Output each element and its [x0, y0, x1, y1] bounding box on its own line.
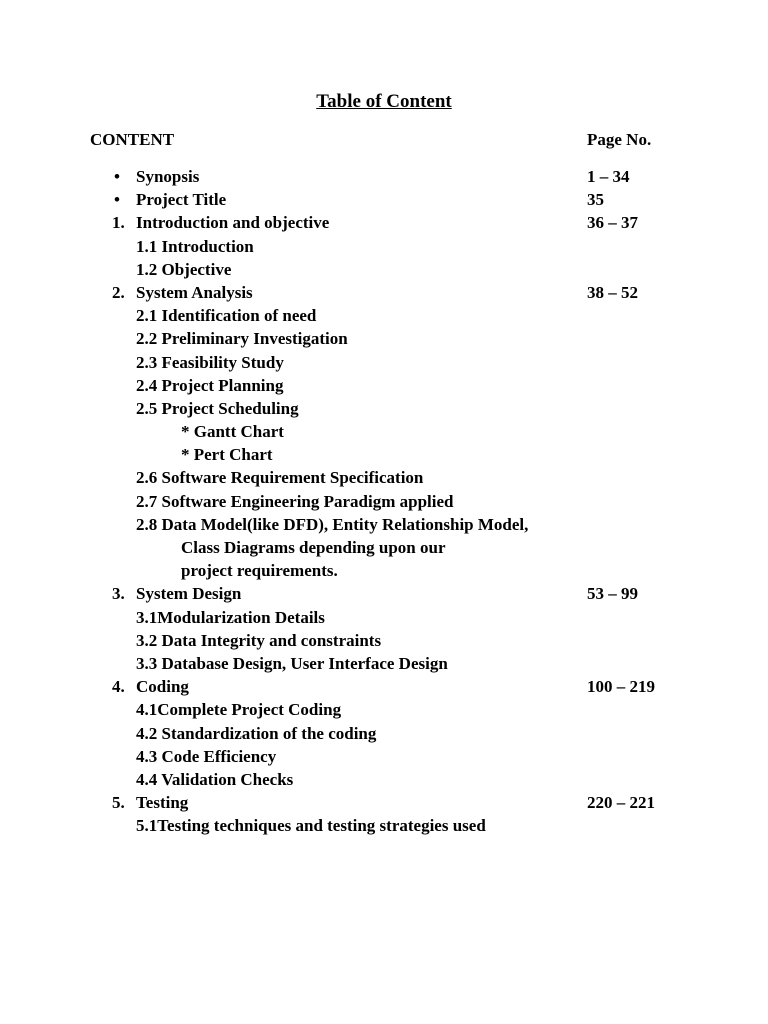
toc-entry	[0, 768, 768, 791]
toc-entry	[0, 281, 768, 304]
page-number-column-header: Page No.	[587, 130, 652, 149]
toc-entry	[0, 490, 768, 513]
toc-entry-title: Coding	[136, 677, 189, 697]
toc-entry-title: 1.1 Introduction	[136, 236, 254, 256]
toc-entry	[0, 165, 768, 188]
section-number: 3.	[112, 584, 125, 604]
toc-entry-pages: 53 – 99	[587, 584, 638, 604]
toc-entry-title: System Design	[136, 584, 242, 604]
table-of-contents	[0, 165, 768, 837]
toc-entry	[0, 814, 768, 837]
section-number: 1.	[112, 213, 125, 233]
toc-entry-title: 4.4 Validation Checks	[136, 769, 294, 789]
toc-entry	[0, 606, 768, 629]
toc-entry-title: 2.4 Project Planning	[136, 375, 284, 395]
toc-entry	[0, 374, 768, 397]
toc-entry	[0, 420, 768, 443]
toc-entry	[0, 466, 768, 489]
toc-entry	[0, 327, 768, 350]
toc-entry	[0, 698, 768, 721]
toc-entry-title: Introduction and objective	[136, 213, 330, 233]
toc-entry-title: 5.1Testing techniques and testing strategies used	[136, 816, 486, 836]
toc-entry	[0, 536, 768, 559]
toc-entry-title: 2.1 Identification of need	[136, 306, 317, 326]
toc-entry	[0, 675, 768, 698]
toc-entry	[0, 443, 768, 466]
toc-entry-pages: 1 – 34	[587, 167, 630, 186]
toc-entry	[0, 188, 768, 211]
section-number: 2.	[112, 282, 125, 302]
section-number: 4.	[112, 677, 125, 697]
section-number: 5.	[112, 793, 125, 813]
toc-entry-title: 4.3 Code Efficiency	[136, 746, 277, 766]
toc-entry-title: System Analysis	[136, 282, 253, 302]
toc-entry	[0, 791, 768, 814]
toc-entry-title: 4.2 Standardization of the coding	[136, 723, 377, 743]
toc-entry-title: 2.3 Feasibility Study	[136, 352, 284, 372]
toc-entry-title: 2.5 Project Scheduling	[136, 398, 299, 418]
toc-entry-title: 2.8 Data Model(like DFD), Entity Relationship Model,	[136, 514, 529, 534]
toc-entry-pages: 220 – 221	[587, 793, 655, 813]
toc-entry	[0, 235, 768, 258]
toc-entry	[0, 513, 768, 536]
toc-entry-title: Class Diagrams depending upon our	[181, 538, 446, 557]
toc-entry-title: 3.2 Data Integrity and constraints	[136, 630, 382, 650]
toc-entry	[0, 722, 768, 745]
toc-entry	[0, 351, 768, 374]
toc-entry-title: Synopsis	[136, 167, 200, 186]
toc-entry	[0, 211, 768, 234]
toc-entry-pages: 36 – 37	[587, 213, 638, 233]
content-column-header: CONTENT	[90, 130, 175, 149]
toc-entry-pages: 100 – 219	[587, 677, 655, 697]
toc-entry	[0, 582, 768, 605]
toc-entry-title: * Gantt Chart	[181, 422, 284, 442]
toc-entry	[0, 652, 768, 675]
page-title: Table of Content	[316, 91, 452, 112]
toc-entry-title: 2.7 Software Engineering Paradigm applied	[136, 491, 454, 511]
toc-entry-pages: 35	[587, 190, 604, 210]
toc-entry-pages: 38 – 52	[587, 282, 638, 302]
toc-entry-title: Testing	[136, 793, 189, 813]
toc-entry-title: 3.3 Database Design, User Interface Design	[136, 653, 448, 673]
bullet-marker: •	[114, 167, 120, 186]
toc-entry-title: 4.1Complete Project Coding	[136, 700, 342, 720]
toc-entry-title: Project Title	[136, 190, 227, 210]
toc-entry-title: * Pert Chart	[181, 445, 273, 465]
toc-entry-title: 1.2 Objective	[136, 259, 232, 279]
toc-entry	[0, 745, 768, 768]
toc-entry-title: 2.2 Preliminary Investigation	[136, 329, 348, 349]
toc-entry	[0, 397, 768, 420]
toc-entry	[0, 304, 768, 327]
toc-entry	[0, 629, 768, 652]
toc-entry	[0, 559, 768, 582]
toc-entry-title: project requirements.	[181, 561, 338, 581]
bullet-marker: •	[114, 190, 120, 210]
toc-entry-title: 2.6 Software Requirement Specification	[136, 468, 424, 488]
toc-entry-title: 3.1Modularization Details	[136, 607, 325, 627]
toc-entry	[0, 258, 768, 281]
